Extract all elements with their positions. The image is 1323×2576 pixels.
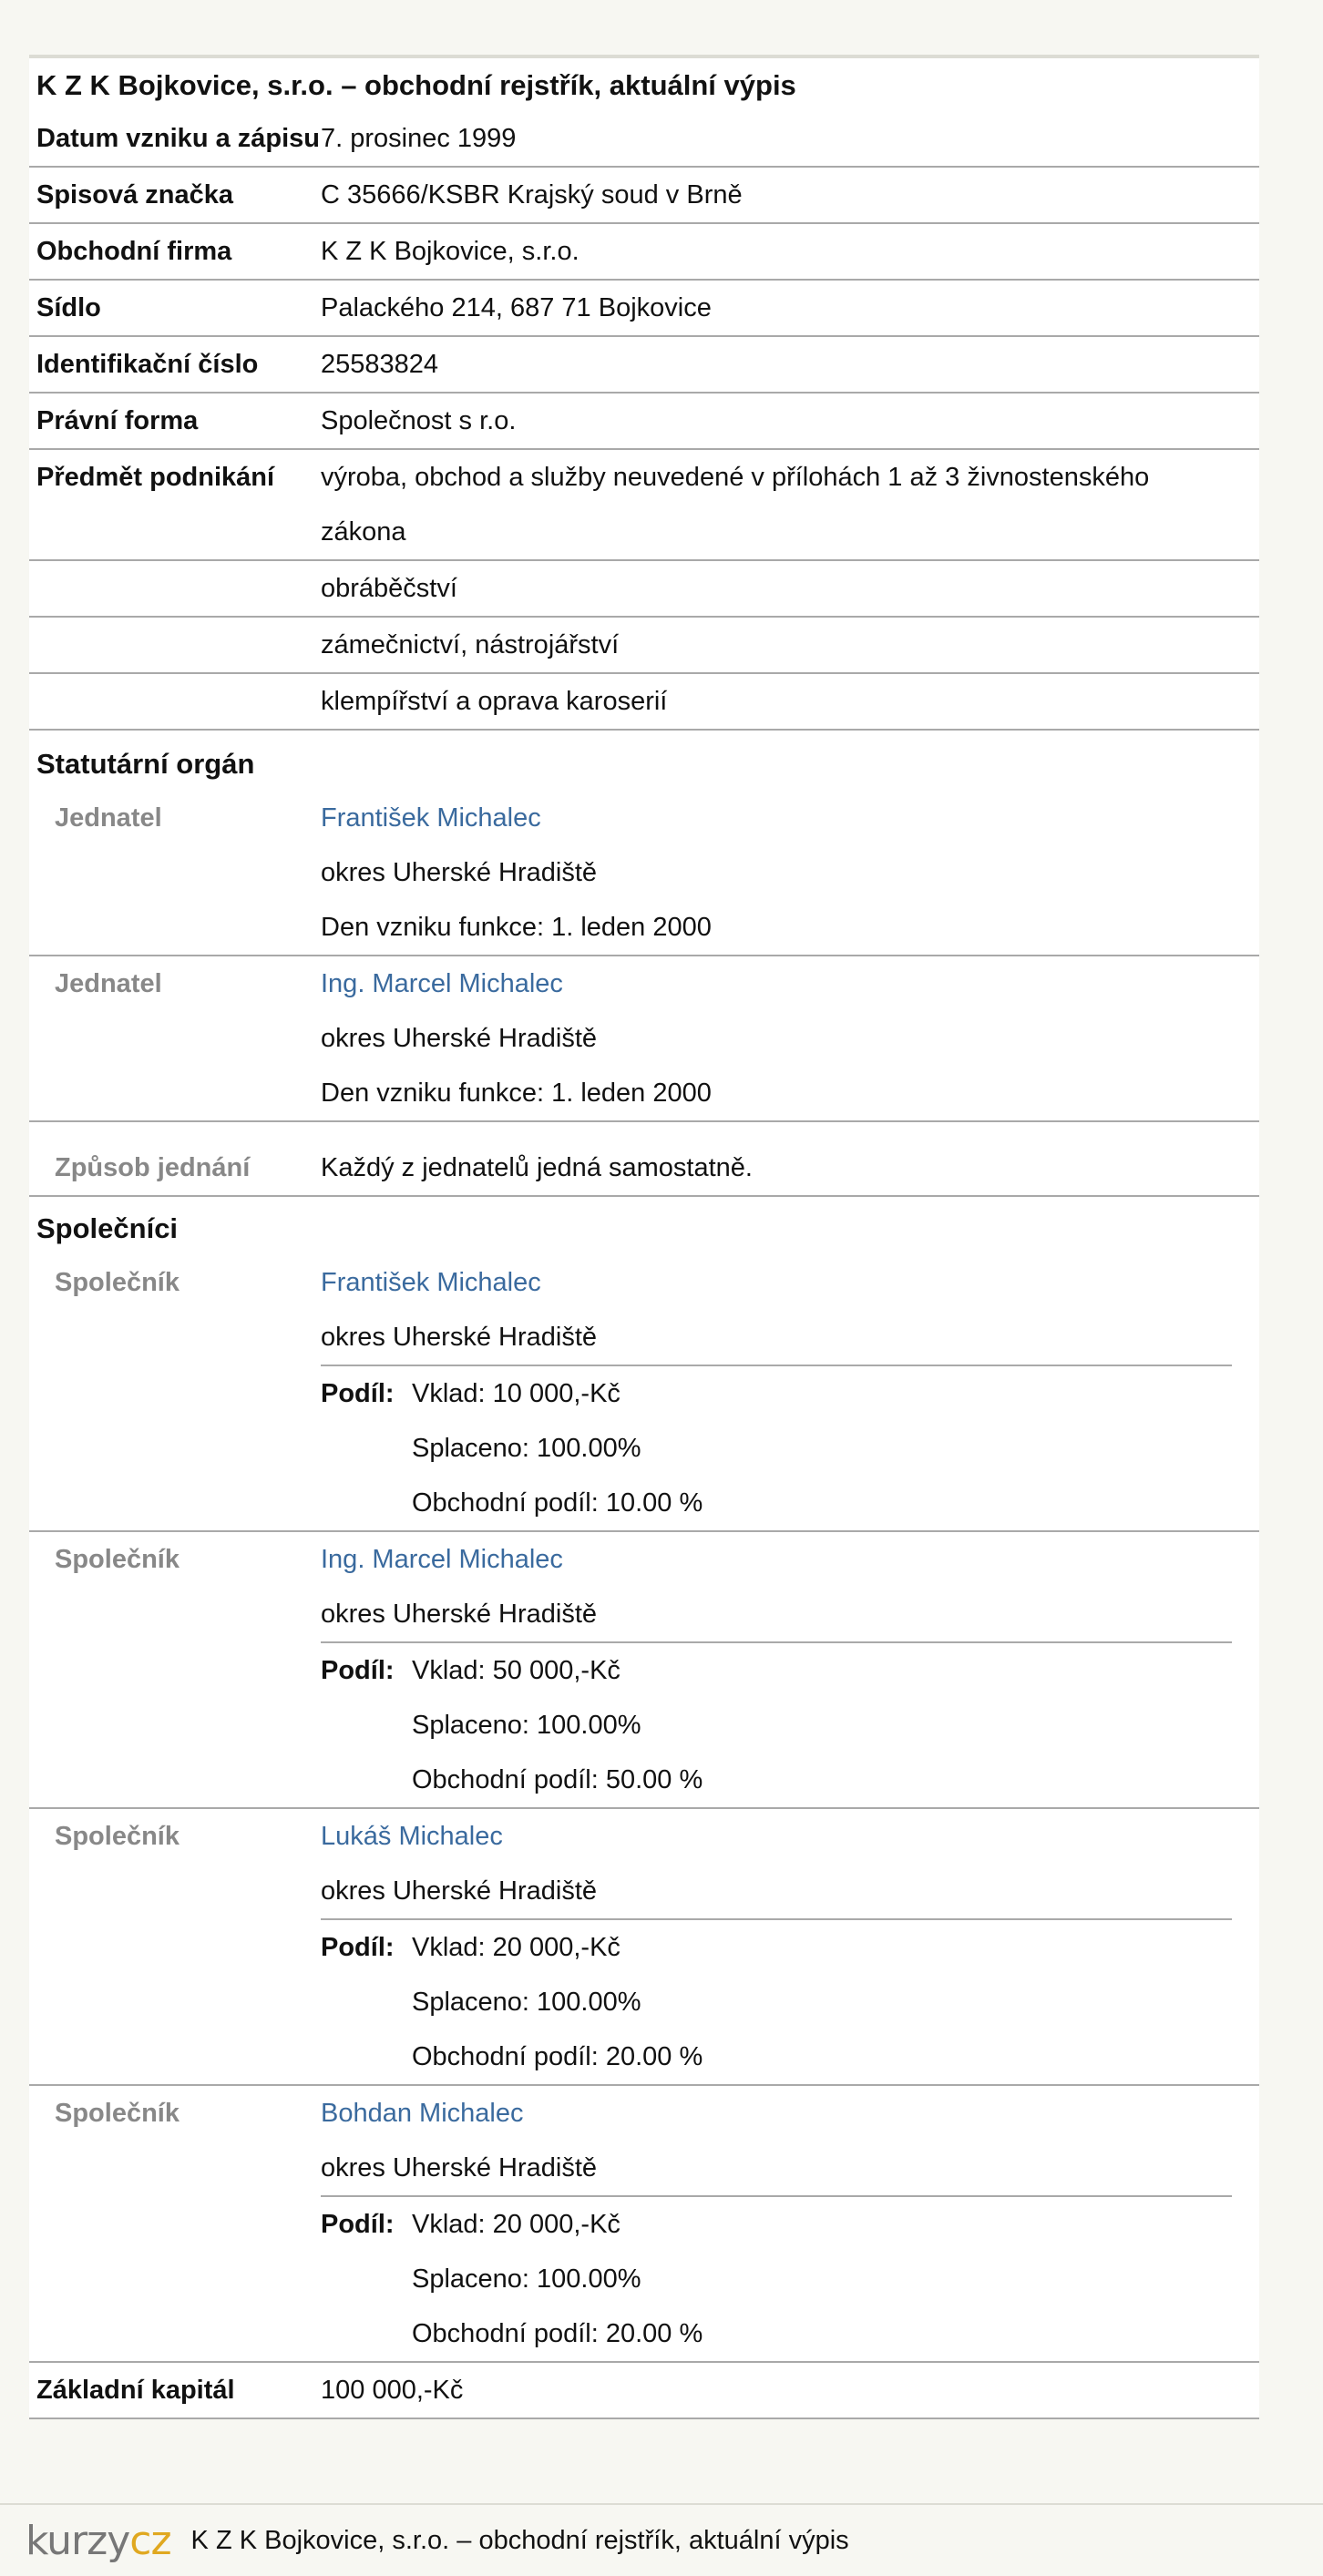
business-item: obráběčství: [321, 574, 457, 603]
member-role: Jednatel: [55, 803, 162, 833]
conduct-value: Každý z jednatelů jedná samostatně.: [321, 1153, 753, 1182]
partner-paid: Splaceno: 100.00%: [412, 2264, 641, 2294]
row-founding-date: [29, 111, 1259, 168]
partner-name-link[interactable]: Ing. Marcel Michalec: [321, 1545, 563, 1574]
share-label: Podíl:: [321, 1933, 395, 1962]
row-label: Datum vzniku a zápisu: [36, 124, 321, 153]
footer-title: K Z K Bojkovice, s.r.o. – obchodní rejstřík, aktuální výpis: [190, 2525, 849, 2555]
business-item: výroba, obchod a služby neuvedené v přílohách 1 až 3 živnostenského zákona: [321, 463, 1150, 547]
statutory-member: [29, 791, 1259, 956]
row-label: Předmět podnikání: [36, 463, 275, 492]
row-label: Obchodní firma: [36, 237, 232, 266]
conduct-row: [29, 1122, 1259, 1197]
partner: [29, 1255, 1259, 1532]
row-value: Společnost s r.o.: [321, 406, 517, 435]
row-value: 25583824: [321, 350, 439, 379]
partner-paid: Splaceno: 100.00%: [412, 1988, 641, 2017]
row-file-number: [29, 168, 1259, 224]
partner-district: okres Uherské Hradiště: [321, 2153, 597, 2182]
share-label: Podíl:: [321, 1656, 395, 1685]
logo-text-right: cz: [129, 2517, 171, 2564]
member-district: okres Uherské Hradiště: [321, 858, 597, 887]
business-item: klempířství a oprava karoserií: [321, 687, 668, 716]
member-role: Jednatel: [55, 969, 162, 998]
row-value: Palackého 214, 687 71 Bojkovice: [321, 293, 712, 322]
section-partners: Společníci: [36, 1212, 179, 1244]
member-since: Den vzniku funkce: 1. leden 2000: [321, 913, 712, 942]
row-value: 100 000,-Kč: [321, 2376, 464, 2405]
partner-deposit: Vklad: 10 000,-Kč: [412, 1379, 620, 1408]
row-id-number: [29, 337, 1259, 394]
row-value: C 35666/KSBR Krajský soud v Brně: [321, 180, 743, 210]
share-label: Podíl:: [321, 1379, 395, 1408]
share-label: Podíl:: [321, 2210, 395, 2239]
partner-name-link[interactable]: Bohdan Michalec: [321, 2099, 524, 2128]
row-business-2: [29, 561, 1259, 618]
kurzy-logo[interactable]: [26, 2518, 171, 2564]
partner-deposit: Vklad: 20 000,-Kč: [412, 2210, 620, 2239]
registry-extract: [29, 55, 1259, 2419]
partner-role: Společník: [55, 1545, 179, 1574]
partner-district: okres Uherské Hradiště: [321, 1876, 597, 1906]
row-business-1: [29, 450, 1259, 561]
conduct-label: Způsob jednání: [55, 1153, 251, 1182]
footer: [0, 2503, 1323, 2576]
partner-name-link[interactable]: Lukáš Michalec: [321, 1822, 503, 1851]
row-label: Základní kapitál: [36, 2376, 235, 2405]
member-district: okres Uherské Hradiště: [321, 1024, 597, 1053]
row-label: Sídlo: [36, 293, 101, 322]
row-seat: [29, 281, 1259, 337]
partner-share: Obchodní podíl: 10.00 %: [412, 1488, 703, 1518]
partner-paid: Splaceno: 100.00%: [412, 1711, 641, 1740]
partner-deposit: Vklad: 50 000,-Kč: [412, 1656, 620, 1685]
section-statutory: Statutární orgán: [36, 748, 255, 780]
partner-role: Společník: [55, 1268, 179, 1297]
row-value: K Z K Bojkovice, s.r.o.: [321, 237, 579, 266]
partner-name-link[interactable]: František Michalec: [321, 1268, 541, 1297]
partner-share: Obchodní podíl: 50.00 %: [412, 1765, 703, 1794]
row-capital: [29, 2363, 1259, 2419]
member-since: Den vzniku funkce: 1. leden 2000: [321, 1078, 712, 1108]
partner: [29, 2086, 1259, 2363]
partner-paid: Splaceno: 100.00%: [412, 1434, 641, 1463]
partner-deposit: Vklad: 20 000,-Kč: [412, 1933, 620, 1962]
member-name-link[interactable]: Ing. Marcel Michalec: [321, 969, 563, 998]
row-business-4: [29, 674, 1259, 731]
logo-text-left: kurzy: [26, 2517, 130, 2564]
statutory-member: [29, 956, 1259, 1122]
partner-share: Obchodní podíl: 20.00 %: [412, 2319, 703, 2348]
partner: [29, 1809, 1259, 2086]
business-item: zámečnictví, nástrojářství: [321, 630, 620, 659]
partner-share: Obchodní podíl: 20.00 %: [412, 2042, 703, 2071]
row-label: Spisová značka: [36, 180, 233, 210]
page-title: K Z K Bojkovice, s.r.o. – obchodní rejstřík, aktuální výpis: [36, 69, 796, 101]
partner-district: okres Uherské Hradiště: [321, 1323, 597, 1352]
row-business-3: [29, 618, 1259, 674]
partner: [29, 1532, 1259, 1809]
partner-role: Společník: [55, 1822, 179, 1851]
row-company-name: [29, 224, 1259, 281]
partner-role: Společník: [55, 2099, 179, 2128]
row-label: Identifikační číslo: [36, 350, 259, 379]
partner-district: okres Uherské Hradiště: [321, 1600, 597, 1629]
member-name-link[interactable]: František Michalec: [321, 803, 541, 833]
row-value: 7. prosinec 1999: [321, 124, 517, 153]
row-legal-form: [29, 394, 1259, 450]
row-label: Právní forma: [36, 406, 199, 435]
